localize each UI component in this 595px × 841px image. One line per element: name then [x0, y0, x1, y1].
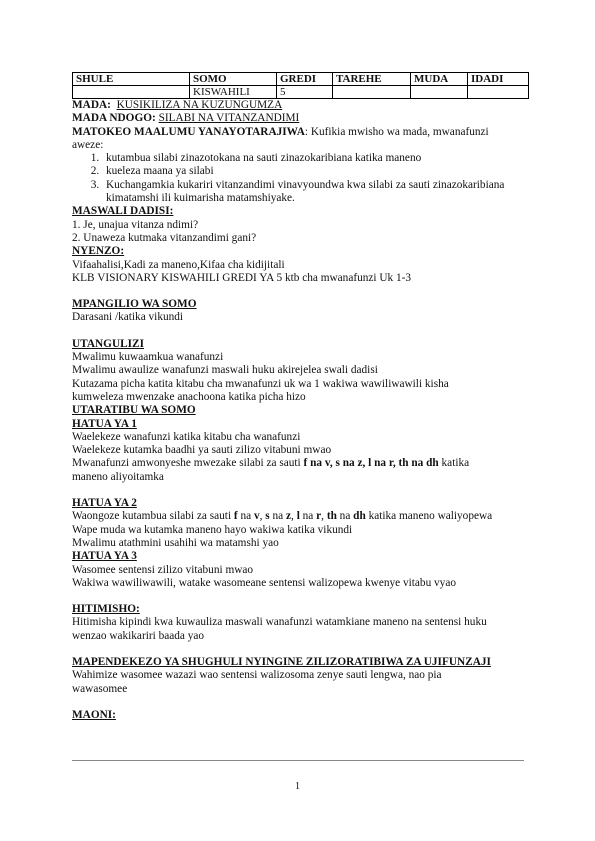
lesson-plan-page	[72, 72, 524, 722]
matokeo-line	[72, 126, 524, 139]
hatua1-text: Mwanafunzi amwonyeshe mwezake silabi za sauti	[72, 457, 304, 470]
nyenzo-title: NYENZO:	[72, 245, 125, 258]
maoni-rule	[72, 760, 524, 761]
mada-ndogo-value: SILABI NA VITANZANDIMI	[158, 112, 300, 125]
value-cell-idadi	[468, 86, 529, 99]
list-item: 3. Kuchangamkia kukariri vitanzandimi vinavyoundwa kwa silabi za sauti zinazokaribiana kimatamshi ili kuimarisha matamshiyake.	[102, 179, 524, 206]
header-table	[72, 72, 529, 99]
spacer	[72, 285, 524, 298]
mapendekezo-line: Wahimize wasomee wazazi wao sentensi walizosoma zenye sauti lengwa, nao pia	[72, 669, 442, 682]
mada-value: KUSIKILIZA NA KUZUNGUMZA	[116, 99, 283, 111]
sound-s: s	[265, 510, 270, 523]
hatua2-text: na	[269, 510, 287, 523]
utangulizi-line: Mwalimu awaulize wanafunzi maswali huku akirejelea swali dadisi	[72, 364, 378, 377]
matokeo-label: MATOKEO MAALUMU YANAYOTARAJIWA	[72, 125, 305, 138]
hatua1-line: maneno aliyoitamka	[72, 470, 164, 483]
matokeo-intro-cont: aweze:	[72, 138, 104, 151]
spacer	[72, 643, 524, 656]
spacer	[72, 590, 524, 603]
list-item: 2. kueleza maana ya silabi	[102, 165, 524, 178]
value-cell-somo: KISWAHILI	[190, 86, 277, 99]
mada-label: MADA:	[72, 99, 111, 111]
hatua1-text: katika	[438, 457, 470, 470]
value-cell-tarehe	[333, 86, 411, 99]
matokeo-list	[72, 152, 524, 205]
spacer	[72, 696, 524, 709]
utaratibu-title: UTARATIBU WA SOMO	[72, 404, 196, 417]
hatua3-title: HATUA YA 3	[72, 550, 137, 563]
sound-dh: dh	[353, 510, 366, 523]
value-cell-shule	[73, 86, 190, 99]
header-cell-gredi: GREDI	[277, 73, 333, 86]
sound-z: z	[286, 510, 292, 523]
hatua2-line: Mwalimu atathmini usahihi wa matamshi yao	[72, 536, 279, 549]
hitimisho-title: HITIMISHO:	[72, 603, 140, 616]
sound-v: v	[253, 510, 260, 523]
nyenzo-line2: KLB VISIONARY KISWAHILI GREDI YA 5 ktb cha mwanafunzi Uk 1-3	[72, 271, 412, 284]
nyenzo-line1: Vifaahalisi,Kadi za maneno,Kifaa cha kidijitali	[72, 258, 285, 271]
header-cell-shule: SHULE	[73, 73, 190, 86]
hatua2-line: Wape muda wa kutamka maneno hayo wakiwa katika vikundi	[72, 523, 353, 536]
hatua2-text: na	[299, 510, 317, 523]
hatua2-text: Waongoze kutambua silabi za sauti	[72, 510, 234, 523]
hatua1-line: Waelekeze wanafunzi katika kitabu cha wanafunzi	[72, 430, 301, 443]
hatua2-text: na	[336, 510, 354, 523]
header-cell-tarehe: TAREHE	[333, 73, 411, 86]
mapendekezo-line: wawasomee	[72, 682, 128, 695]
header-row	[73, 73, 529, 86]
matokeo-intro: : Kufikia mwisho wa mada, mwanafunzi	[304, 125, 489, 138]
hatua1-line: Waelekeze kutamka baadhi ya sauti zilizo vitabuni mwao	[72, 444, 332, 457]
header-cell-muda: MUDA	[411, 73, 468, 86]
utangulizi-line: Kutazama picha katita kitabu cha mwanafunzi uk wa 1 wakiwa wawiliwawili kisha	[72, 377, 449, 390]
hatua1-title: HATUA YA 1	[72, 417, 137, 430]
hatua2-text: ,	[291, 510, 297, 523]
utangulizi-title: UTANGULIZI	[72, 337, 144, 350]
hitimisho-line: wenzao wakikariri baada yao	[72, 629, 205, 642]
hatua2-text: katika maneno waliyopewa	[365, 510, 493, 523]
maswali-title: MASWALI DADISI:	[72, 205, 174, 218]
sound-r: r	[316, 510, 322, 523]
sound-th: th	[326, 510, 337, 523]
maoni-title: MAONI:	[72, 708, 116, 721]
hatua3-line: Wakiwa wawiliwawili, watake wasomeane sentensi walizopewa kwenye vitabu vyao	[72, 576, 456, 589]
page-number: 1	[295, 781, 300, 792]
mpangilio-title: MPANGILIO WA SOMO	[72, 298, 197, 311]
mada-ndogo-line	[72, 112, 524, 125]
maswali-q1: 1. Je, unajua vitanza ndimi?	[72, 218, 199, 231]
header-cell-somo: SOMO	[190, 73, 277, 86]
sound-f: f	[233, 510, 238, 523]
sound-l: l	[296, 510, 300, 523]
utangulizi-line: kumweleza mwenzake anachoona katika picha hizo	[72, 390, 306, 403]
hatua1-line	[72, 457, 524, 470]
hatua2-line	[72, 510, 524, 523]
list-item: 1. kutambua silabi zinazotokana na sauti zinazokaribiana katika maneno	[102, 152, 524, 165]
hatua2-title: HATUA YA 2	[72, 497, 137, 510]
hatua3-line: Wasomee sentensi zilizo vitabuni mwao	[72, 563, 254, 576]
value-cell-gredi: 5	[277, 86, 333, 99]
mada-ndogo-label: MADA NDOGO:	[72, 112, 156, 125]
value-row	[73, 86, 529, 99]
value-cell-muda	[411, 86, 468, 99]
header-cell-idadi: IDADI	[468, 73, 529, 86]
utangulizi-line: Mwalimu kuwaamkua wanafunzi	[72, 351, 224, 364]
spacer	[72, 325, 524, 338]
hatua2-text: na	[237, 510, 254, 523]
mpangilio-text: Darasani /katika vikundi	[72, 311, 184, 324]
mada-line	[72, 99, 524, 112]
maswali-q2: 2. Unaweza kutmaka vitanzandimi gani?	[72, 231, 257, 244]
hitimisho-line: Hitimisha kipindi kwa kuwauliza maswali wanafunzi watamkiane maneno na sentensi huku	[72, 616, 487, 629]
sound-pairs: f na v, s na z, l na r, th na dh	[303, 457, 439, 470]
spacer	[72, 484, 524, 497]
hatua2-text: ,	[259, 510, 266, 523]
hatua2-text: ,	[321, 510, 327, 523]
mapendekezo-title: MAPENDEKEZO YA SHUGHULI NYINGINE ZILIZORATIBIWA ZA UJIFUNZAJI	[72, 655, 491, 668]
